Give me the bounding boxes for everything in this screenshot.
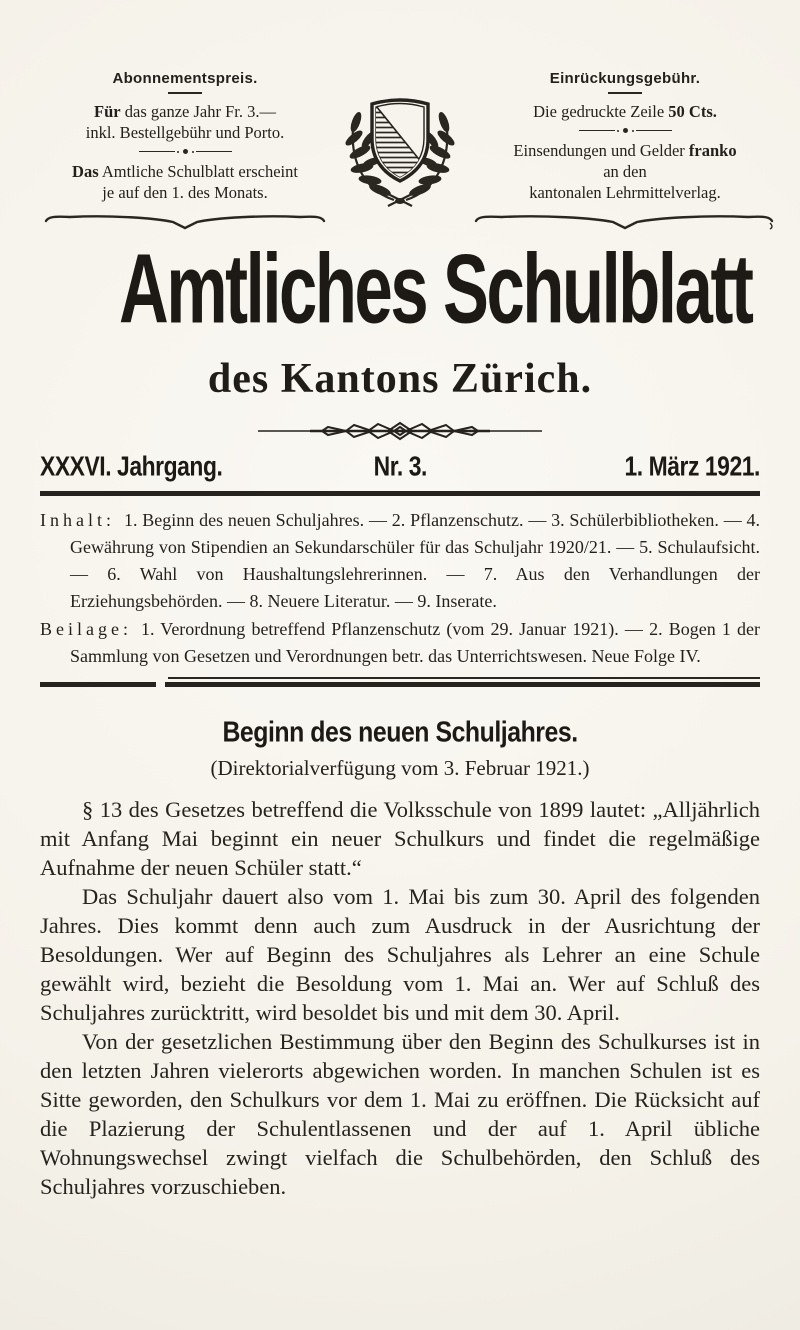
double-rule [40, 677, 760, 689]
thick-rule [40, 491, 760, 496]
inhalt-label: Inhalt: [40, 510, 115, 530]
issue-line [40, 451, 760, 482]
masthead [40, 70, 760, 236]
paper-title [40, 234, 760, 345]
article-heading-text: Beginn des neuen Schuljahres. [222, 716, 578, 748]
insertion-fee-block [470, 70, 780, 231]
note-rest: Amtliche Schulblatt erscheint [101, 162, 298, 181]
rate-bold: 50 Cts. [668, 102, 717, 121]
swash-rule [40, 213, 330, 231]
dash-dot-divider [40, 149, 330, 154]
issue-date: 1. März 1921. [624, 450, 760, 482]
inhalt-text: 1. Beginn des neuen Schuljahres. — 2. Pflanzenschutz. — 3. Schülerbibliotheken. — 4. Gewährung von Stipendien an Sekundarschüler für das Schuljahr 1920/21. — 5. Schulaufsicht. — 6. Wahl von Haushaltungslehrerinnen. — 7. Aus den Verhandlungen der Erziehungsbehörden. — 8. Neuere Literatur. — 9. Inserate. [70, 510, 760, 611]
beilage-label: Beilage: [40, 619, 132, 639]
remittance-line [470, 140, 780, 161]
paragraph: Das Schuljahr dauert also vom 1. Mai bis zum 30. April des folgenden Jahres. Dies kommt denn auch zum Ausdruck in der Ausrichtung der Besoldungen. Wer auf Beginn des Schuljahres als Lehrer an eine Schule gewählt wird, bezieht die Besoldung vom 1. Mai an. Wer auf Schluß des Schuljahres zurücktritt, wird besoldet bis und mit dem 30. April. [40, 884, 760, 1025]
beilage-text: 1. Verordnung betreffend Pflanzenschutz (vom 29. Januar 1921). — 2. Bogen 1 der Sammlung von Gesetzen und Verordnungen betr. das Unterrichtswesen. Neue Folge IV. [70, 619, 760, 666]
rate-line [470, 101, 780, 122]
swash-rule [470, 213, 780, 231]
dash-dot-divider [470, 128, 780, 133]
issue-number: Nr. 3. [373, 450, 427, 482]
subscription-title: Abonnementspreis. [112, 70, 258, 87]
price-bold: Für [94, 102, 121, 121]
remittance-line2: an den [603, 162, 647, 181]
newspaper-page [40, 0, 760, 1201]
short-rule [608, 92, 642, 94]
note-bold: Das [72, 162, 99, 181]
price-rest: das ganze Jahr Fr. 3.— [124, 102, 276, 121]
subscription-price-line [40, 101, 330, 122]
publication-note-line [40, 161, 330, 182]
ornament-divider-icon [250, 417, 550, 445]
article-body [40, 795, 760, 1201]
remittance-line3: kantonalen Lehrmittelverlag. [529, 183, 721, 202]
article-subheading: (Direktorialverfügung vom 3. Februar 1921.) [210, 756, 590, 780]
short-rule [168, 92, 202, 94]
article [40, 717, 760, 1201]
paper-subtitle: des Kantons Zürich. [207, 356, 593, 402]
subscription-info-block [40, 70, 330, 231]
paper-title-text: Amtliches Schulblatt [119, 234, 752, 345]
zurich-coat-of-arms-icon [330, 80, 470, 222]
paragraph: Von der gesetzlichen Bestimmung über den Beginn des Schulkurses ist in den letzten Jahren vielerorts abgewichen worden. In manchen Schulen ist es Sitte geworden, den Schulkurs vor dem 1. Mai zu eröffnen. Die Rücksicht auf die Plazierung der Schulentlassenen und der auf 1. April übliche Wohnungswechsel zwingt vielfach die Schulbehörden, den Schluß des Schuljahres vorzuschieben. [40, 1029, 760, 1199]
publication-note-line2: je auf den 1. des Monats. [102, 183, 268, 202]
remittance-prefix: Einsendungen und Gelder [513, 141, 685, 160]
article-heading [40, 717, 760, 748]
emblem-wrap [330, 70, 470, 222]
issue-volume: XXXVI. Jahrgang. [40, 450, 223, 482]
inhalt-entry [40, 507, 760, 615]
subscription-price-line2: inkl. Bestellgebühr und Porto. [85, 123, 285, 142]
insertion-fee-title: Einrückungsgebühr. [549, 70, 701, 87]
paragraph: § 13 des Gesetzes betreffend die Volksschule von 1899 lautet: „Alljährlich mit Anfang Mai beginnt ein neuer Schulkurs und findet die regelmäßige Aufnahme der neuen Schüler statt.“ [40, 797, 760, 880]
beilage-entry [40, 616, 760, 670]
table-of-contents [40, 507, 760, 670]
rate-prefix: Die gedruckte Zeile [533, 102, 665, 121]
remittance-bold: franko [688, 141, 737, 160]
